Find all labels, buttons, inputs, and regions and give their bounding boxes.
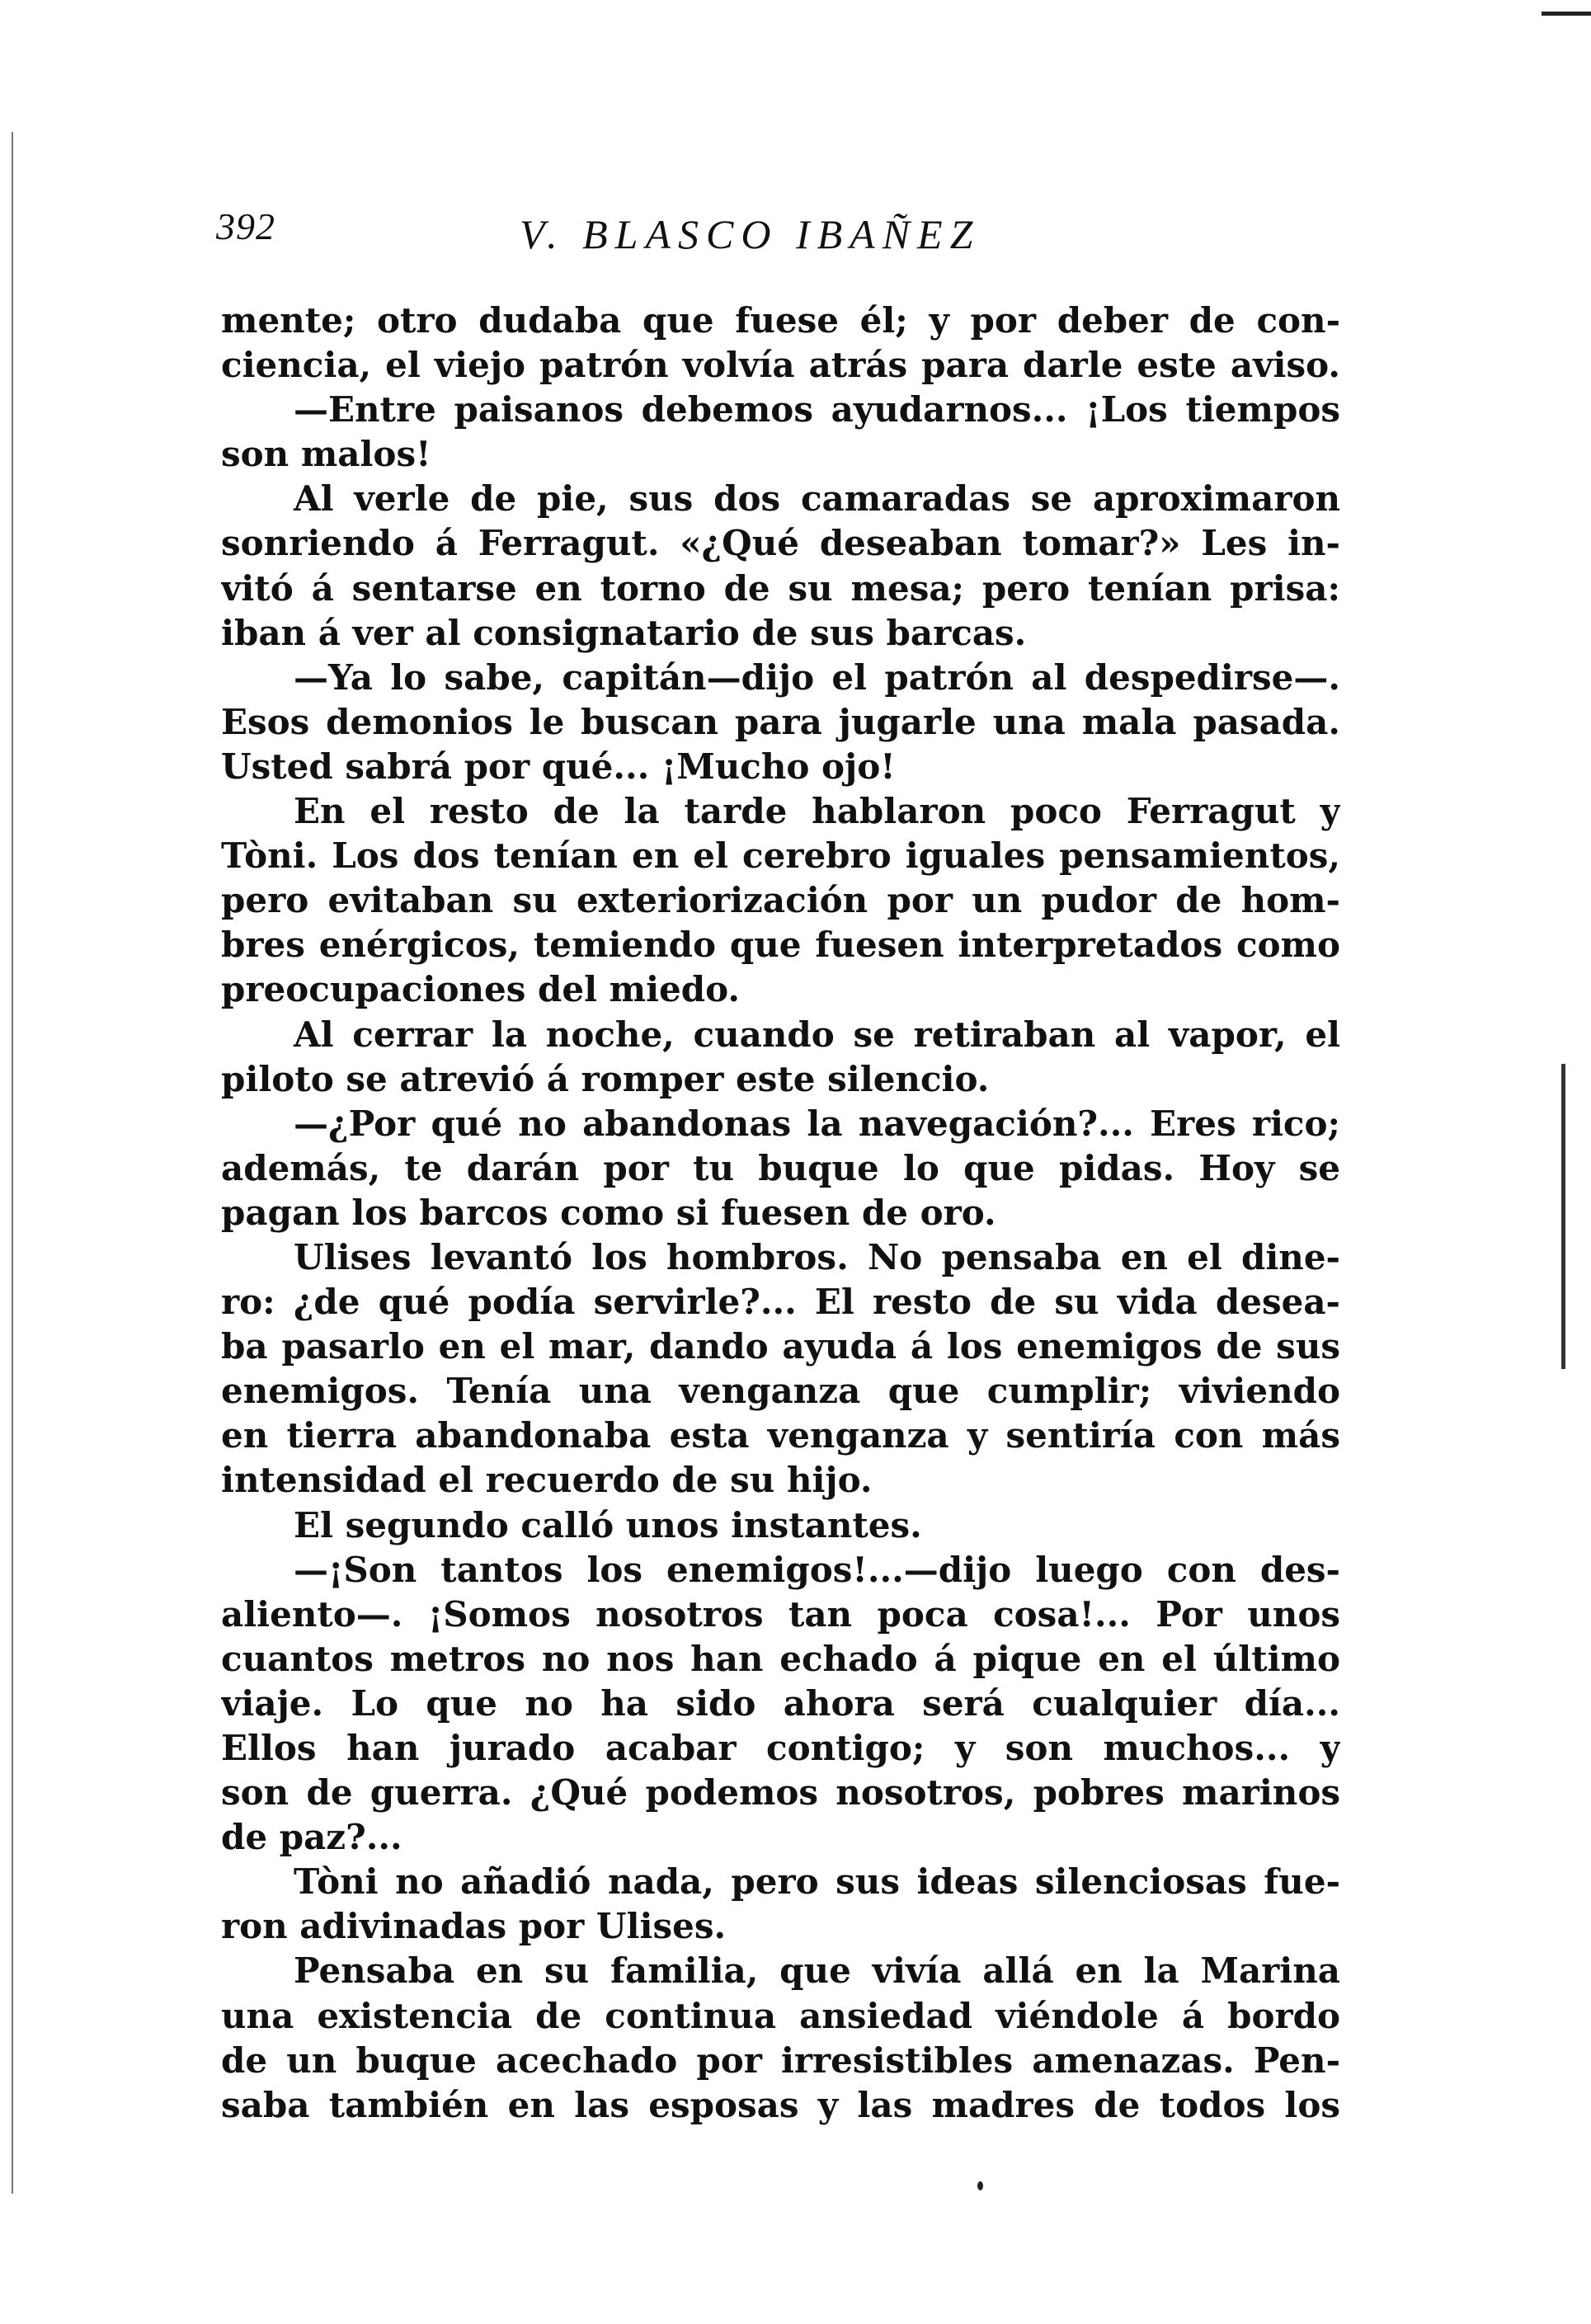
scan-corner-mark (1542, 12, 1591, 16)
text-line: —Entre paisanos debemos ayudarnos... ¡Los tiempos (294, 389, 1340, 430)
text-line: saba también en las esposas y las madres de todos los (221, 2084, 1340, 2125)
text-line: Al cerrar la noche, cuando se retiraban al vapor, el (294, 1014, 1340, 1055)
ink-speck (977, 2181, 983, 2190)
page-number: 392 (216, 205, 275, 247)
text-line: Ulises levantó los hombros. No pensaba en el dine- (294, 1236, 1340, 1277)
text-line: Pensaba en su familia, que vivía allá en la Marina (294, 1950, 1340, 1992)
running-title: V. BLASCO IBAÑEZ (520, 211, 981, 257)
text-line: de un buque acechado por irresistibles amenazas. Pen- (221, 2039, 1340, 2081)
text-line: Tòni. Los dos tenían en el cerebro iguales pensamientos, (221, 835, 1340, 877)
text-line: de paz?... (221, 1817, 402, 1858)
text-line: sonriendo á Ferragut. «¿Qué deseaban tomar?» Les in- (221, 523, 1340, 564)
text-line: ba pasarlo en el mar, dando ayuda á los enemigos de sus (221, 1326, 1340, 1367)
text-line: pagan los barcos como si fuesen de oro. (221, 1192, 996, 1233)
text-line: son malos! (221, 434, 431, 475)
text-line: Al verle de pie, sus dos camaradas se aproximaron (294, 478, 1340, 520)
text-line: son de guerra. ¿Qué podemos nosotros, pobres marinos (221, 1772, 1340, 1814)
text-line: mente; otro dudaba que fuese él; y por deber de con- (221, 300, 1340, 341)
text-line: ro: ¿de qué podía servirle?... El resto de su vida desea- (221, 1282, 1340, 1323)
text-line: vitó á sentarse en torno de su mesa; pero tenían prisa: (221, 567, 1340, 609)
text-line: además, te darán por tu buque lo que pidas. Hoy se (221, 1147, 1340, 1188)
text-line: ciencia, el viejo patrón volvía atrás para darle este aviso. (221, 345, 1340, 386)
text-line: aliento—. ¡Somos nosotros tan poca cosa!... Por unos (221, 1593, 1340, 1635)
text-line: preocupaciones del miedo. (221, 969, 741, 1010)
text-line: iban á ver al consignatario de sus barcas. (221, 612, 1027, 653)
text-line: intensidad el recuerdo de su hijo. (221, 1460, 873, 1501)
text-line: En el resto de la tarde hablaron poco Ferragut y (294, 791, 1340, 832)
text-line: pero evitaban su exteriorización por un pudor de hom- (221, 880, 1340, 921)
text-line: viaje. Lo que no ha sido ahora será cualquier día... (221, 1682, 1340, 1724)
text-line: ron adivinadas por Ulises. (221, 1906, 727, 1947)
text-line: —¿Por qué no abandonas la navegación?... Eres rico; (294, 1103, 1340, 1144)
text-line: piloto se atrevió á romper este silencio. (221, 1058, 990, 1099)
scan-left-edge (12, 132, 13, 2194)
text-line: una existencia de continua ansiedad viéndole á bordo (221, 1995, 1340, 2036)
text-line: Usted sabrá por qué... ¡Mucho ojo! (221, 746, 896, 787)
text-line: cuantos metros no nos han echado á pique en el último (221, 1638, 1340, 1679)
text-line: en tierra abandonaba esta venganza y sentiría con más (221, 1415, 1340, 1456)
text-line: El segundo calló unos instantes. (294, 1504, 922, 1545)
scan-right-edge (1561, 1064, 1565, 1369)
text-line: —¡Son tantos los enemigos!...—dijo luego con des- (294, 1549, 1340, 1590)
text-line: enemigos. Tenía una venganza que cumplir; viviendo (221, 1371, 1340, 1412)
text-line: bres enérgicos, temiendo que fuesen interpretados como (221, 924, 1340, 966)
text-line: Tòni no añadió nada, pero sus ideas silenciosas fue- (294, 1861, 1340, 1903)
body-text (221, 299, 1340, 2128)
text-line: Ellos han jurado acabar contigo; y son muchos... y (221, 1728, 1340, 1768)
text-line: Esos demonios le buscan para jugarle una mala pasada. (221, 701, 1340, 742)
text-line: —Ya lo sabe, capitán—dijo el patrón al despedirse—. (294, 656, 1340, 698)
